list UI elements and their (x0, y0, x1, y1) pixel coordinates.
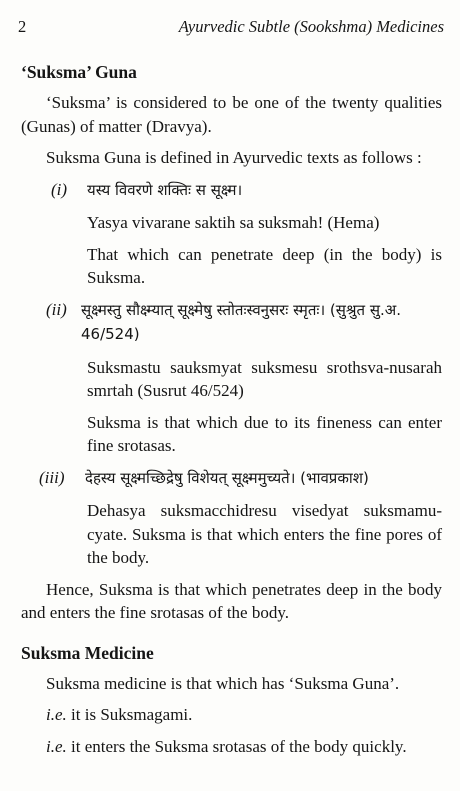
sanskrit-verse: सूक्ष्मस्तु सौक्ष्म्यात् सूक्ष्मेषु स्तोतःस्वनुसरः स्मृतः। (सुश्रुत सु.अ. 46/524) (81, 300, 401, 343)
paragraph-defined-as: Suksma Guna is defined in Ayurvedic texts as follows : (46, 148, 422, 167)
page-body (21, 60, 442, 766)
paragraph-definition: ‘Suksma’ is considered to be one of the twenty qualities (Gunas) of matter (Dravya). (21, 93, 442, 136)
ie-text: it enters the Suksma srotasas of the body quickly. (71, 736, 407, 756)
paragraph-ie-srotasas (21, 735, 442, 759)
verse-meaning: That which can penetrate deep (in the body) is Suksma. (87, 244, 442, 287)
paragraph-conclusion: Hence, Suksma is that which penetrates deep in the body and enters the fine srotasas of the body. (21, 579, 442, 622)
section-heading-suksma-guna: ‘Suksma’ Guna (21, 62, 137, 82)
verse-number: (i) (51, 179, 68, 199)
verse-transliteration-and-meaning (87, 499, 442, 570)
verse-number: (iii) (39, 467, 65, 487)
sanskrit-verse: देहस्य सूक्ष्मच्छिद्रेषु विशेयत् सूक्ष्ममुच्यते। (भावप्रकाश) (85, 468, 369, 487)
ie-abbreviation: i.e. (46, 736, 67, 756)
section-heading-suksma-medicine: Suksma Medicine (21, 642, 154, 663)
sanskrit-verse: यस्य विवरणे शक्तिः स सूक्ष्म। (87, 180, 243, 199)
running-header (18, 17, 444, 41)
verse-number: (ii) (46, 299, 67, 319)
ie-text: it is Suksmagami. (71, 705, 193, 724)
verse-meaning: Suksma is that which enters the fine pores of the body. (87, 524, 443, 567)
verse-transliteration: Dehasya suksmacchidresu visedyat suksmamu-cyate. (87, 501, 442, 544)
verse-transliteration: Yasya vivarane saktih sa suksmah! (Hema) (87, 213, 380, 232)
paragraph-suksma-medicine: Suksma medicine is that which has ‘Suksma Guna’. (46, 673, 400, 693)
ie-abbreviation: i.e. (46, 705, 67, 724)
running-title: Ayurvedic Subtle (Sookshma) Medicines (178, 17, 444, 36)
verse-i (21, 178, 442, 203)
page-number: 2 (18, 17, 27, 36)
verse-iii (21, 466, 442, 491)
verse-ii (21, 298, 442, 347)
verse-transliteration: Suksmastu sauksmyat suksmesu srothsva-nusarah smrtah (Susrut 46/524) (87, 357, 442, 400)
verse-meaning: Suksma is that which due to its fineness can enter fine srotasas. (87, 412, 442, 455)
paragraph-ie-suksmagami (21, 703, 442, 727)
